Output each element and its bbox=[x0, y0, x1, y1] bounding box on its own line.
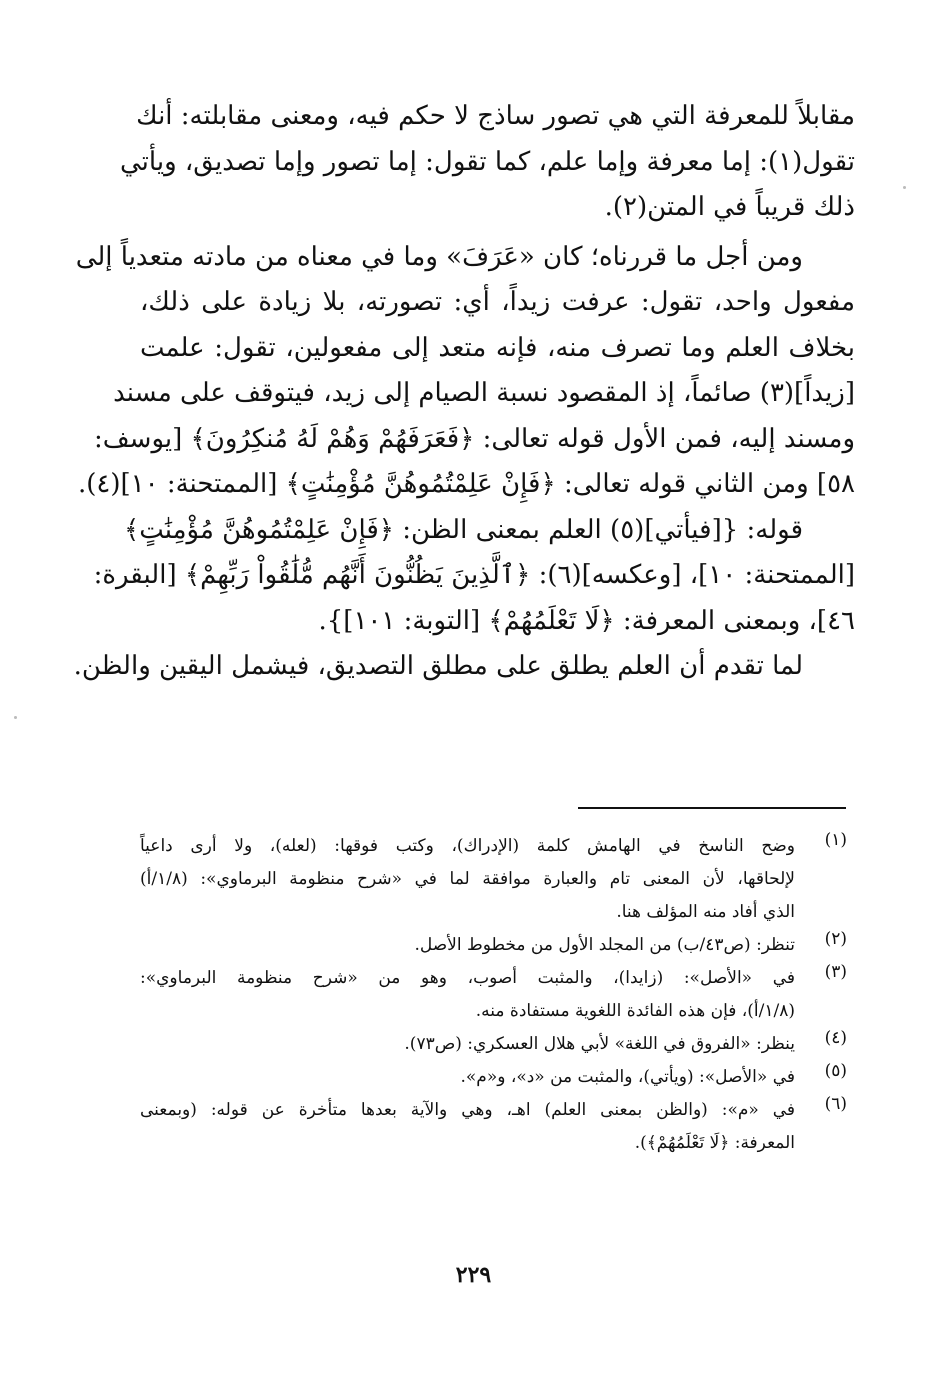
text-line: [زيداً](٣) صائماً، إذ المقصود نسبة الصيام إلى زيد، فيتوقف على مسند bbox=[113, 378, 855, 408]
footnote-number: (١) bbox=[824, 830, 847, 850]
footnote bbox=[140, 1061, 855, 1094]
main-text bbox=[73, 94, 855, 690]
footnote-number: (٢) bbox=[824, 929, 847, 949]
footnote-separator bbox=[578, 807, 846, 809]
footnote-line: وضح الناسخ في الهامش كلمة (الإدراك)، وكتب فوقها: (لعله)، ولا أرى داعياً bbox=[140, 836, 795, 856]
text-line: لما تقدم أن العلم يطلق على مطلق التصديق، فيشمل اليقين والظن. bbox=[73, 651, 803, 681]
footnote bbox=[140, 962, 855, 1028]
footnote-line: ينظر: «الفروق في اللغة» لأبي هلال العسكري: (ص٧٣). bbox=[404, 1034, 795, 1054]
text-line: [الممتحنة: ١٠]، [وعكسه](٦): ﴿ٱلَّذِينَ يَظُنُّونَ أَنَّهُم مُّلَٰقُواْ رَبِّهِمْ﴾ [البقرة: bbox=[93, 560, 855, 590]
footnote bbox=[140, 929, 855, 962]
footnote bbox=[140, 1094, 855, 1160]
text-line: مفعول واحد، تقول: عرفت زيداً، أي: تصورته، بلا زيادة على ذلك، bbox=[140, 287, 855, 317]
footnote bbox=[140, 830, 855, 929]
text-line: تقول(١): إما معرفة وإما علم، كما تقول: إما تصور وإما تصديق، ويأتي bbox=[120, 146, 855, 177]
footnote-number: (٦) bbox=[824, 1094, 847, 1114]
footnote-line: الذي أفاد منه المؤلف هنا. bbox=[616, 902, 795, 922]
text-line: ٤٦]، وبمعنى المعرفة: ﴿لَا تَعْلَمُهُمْ﴾ [التوبة: ١٠١]}. bbox=[318, 605, 855, 636]
footnote-number: (٥) bbox=[824, 1061, 847, 1081]
scan-speck bbox=[903, 186, 906, 189]
footnote-number: (٣) bbox=[824, 962, 847, 982]
footnote-line: في «م»: (والظن بمعنى العلم) اهـ، وهي والآية بعدها متأخرة عن قوله: (وبمعنى bbox=[140, 1100, 795, 1120]
text-line: قوله: {[فيأتي](٥) العلم بمعنى الظن: ﴿فَإِنْ عَلِمْتُمُوهُنَّ مُؤْمِنَٰتٍ﴾ bbox=[123, 514, 803, 545]
footnote-number: (٤) bbox=[824, 1028, 847, 1048]
text-line: مقابلاً للمعرفة التي هي تصور ساذج لا حكم فيه، ومعنى مقابلته: أنك bbox=[136, 101, 855, 131]
text-line: ومسند إليه، فمن الأول قوله تعالى: ﴿فَعَرَفَهُمْ وَهُمْ لَهُ مُنكِرُونَ﴾ [يوسف: bbox=[94, 423, 855, 454]
footnote-line: (١/٨/أ)، فإن هذه الفائدة اللغوية مستفادة منه. bbox=[475, 1001, 795, 1021]
text-line: ذلك قريباً في المتن(٢). bbox=[604, 192, 855, 222]
page-number: ٢٢٩ bbox=[455, 1262, 492, 1288]
text-line: ٥٨] ومن الثاني قوله تعالى: ﴿فَإِنْ عَلِمْتُمُوهُنَّ مُؤْمِنَٰتٍ﴾ [الممتحنة: ١٠](٤). bbox=[77, 469, 855, 499]
scan-speck bbox=[14, 716, 17, 719]
text-line: ومن أجل ما قررناه؛ كان «عَرَفَ» وما في معناه من مادته متعدياً إلى bbox=[75, 241, 803, 272]
footnote-line: في «الأصل»: (زايدا)، والمثبت أصوب، وهو من «شرح منظومة البرماوي»: bbox=[140, 968, 795, 988]
text-line: بخلاف العلم وما تصرف منه، فإنه متعد إلى مفعولين، تقول: علمت bbox=[140, 332, 855, 363]
footnotes bbox=[140, 830, 855, 1160]
footnote-line: تنظر: (ص٤٣/ب) من المجلد الأول من مخطوط الأصل. bbox=[414, 935, 795, 955]
footnote-line: في «الأصل»: (ويأتي)، والمثبت من «د»، و«م». bbox=[460, 1067, 795, 1087]
footnote bbox=[140, 1028, 855, 1061]
footnote-line: المعرفة: ﴿لَا تَعْلَمُهُمْ﴾). bbox=[634, 1133, 795, 1153]
footnote-line: لإلحاقها، لأن المعنى تام والعبارة موافقة لما في «شرح منظومة البرماوي»: (١/٨/أ) bbox=[140, 869, 795, 889]
